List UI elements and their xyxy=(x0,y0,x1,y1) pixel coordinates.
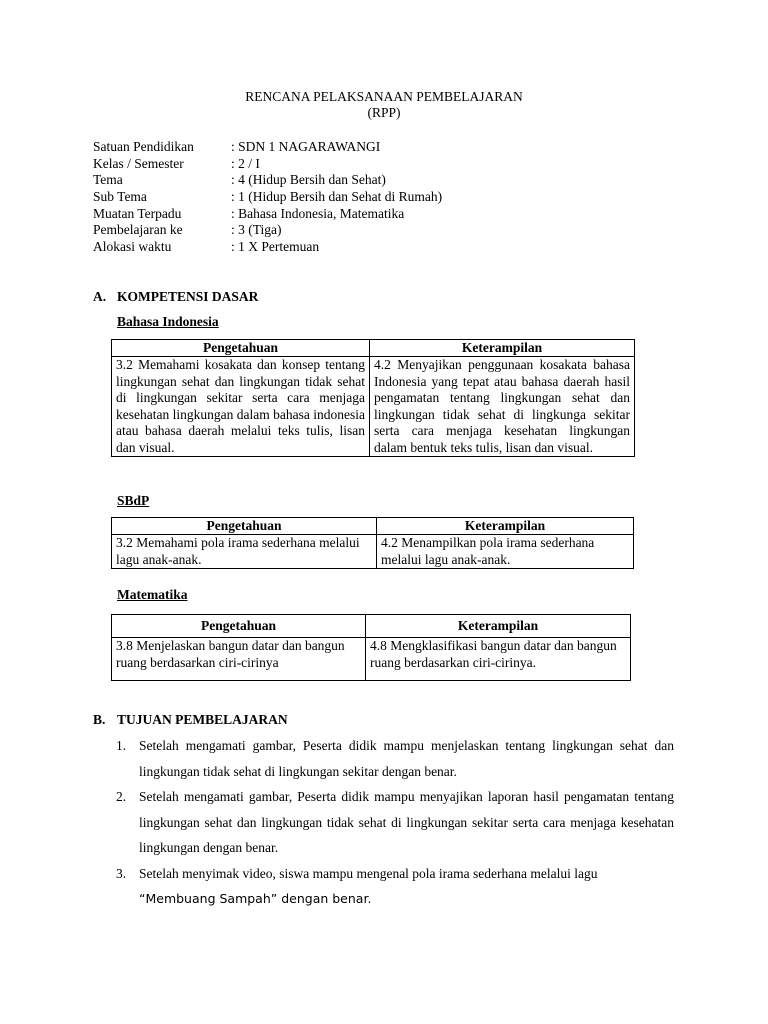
document-title: RENCANA PELAKSANAAN PEMBELAJARAN xyxy=(245,89,523,104)
list-item-text: Setelah menyimak video, siswa mampu mengenal pola irama sederhana melalui lagu xyxy=(139,865,598,881)
kd-cell-pengetahuan: 3.8 Menjelaskan bangun datar dan bangun ruang berdasarkan ciri-cirinya xyxy=(112,638,366,681)
subject-heading-sbdp: SBdP xyxy=(117,493,150,508)
column-header-keterampilan: Keterampilan xyxy=(370,340,635,357)
section-letter: B. xyxy=(93,712,106,727)
list-item xyxy=(116,733,674,784)
list-item-text-tail: “Membuang Sampah” dengan benar. xyxy=(139,891,372,906)
column-header-pengetahuan: Pengetahuan xyxy=(112,340,370,357)
identity-value: : Bahasa Indonesia, Matematika xyxy=(231,206,405,221)
section-a-heading xyxy=(93,289,258,305)
objective-list xyxy=(116,733,674,912)
list-item xyxy=(116,784,674,861)
section-b-heading xyxy=(93,712,288,728)
section-letter: A. xyxy=(93,289,107,304)
list-item-text: Setelah mengamati gambar, Peserta didik mampu menjelaskan tentang lingkungan sehat dan lingkungan tidak sehat di lingkungan sekitar dengan benar. xyxy=(139,738,674,779)
kd-table-bahasa-indonesia xyxy=(111,339,635,457)
kd-cell-keterampilan: 4.2 Menampilkan pola irama sederhana melalui lagu anak-anak. xyxy=(377,535,634,569)
kd-table-matematika xyxy=(111,614,631,681)
section-title: KOMPETENSI DASAR xyxy=(117,289,259,304)
list-item-number: 1. xyxy=(116,738,127,753)
kd-cell-pengetahuan: 3.2 Memahami kosakata dan konsep tentang lingkungan sehat dan lingkungan tidak sehat di lingkungan sekitar serta cara menjaga kesehatan lingkungan dalam bahasa indonesia atau bahasa daerah melalui teks tulis, lisan dan visual. xyxy=(112,357,370,457)
list-item-text: Setelah mengamati gambar, Peserta didik mampu menyajikan laporan hasil pengamatan tentang lingkungan sehat dan lingkungan tidak sehat di lingkungan sekitar serta cara menjaga kesehatan lingkungan dengan benar. xyxy=(139,789,674,855)
kd-cell-keterampilan: 4.8 Mengklasifikasi bangun datar dan bangun ruang berdasarkan ciri-cirinya. xyxy=(366,638,631,681)
identity-value: : SDN 1 NAGARAWANGI xyxy=(231,139,381,154)
column-header-keterampilan: Keterampilan xyxy=(377,518,634,535)
document-subtitle: (RPP) xyxy=(367,105,401,120)
list-item-number: 2. xyxy=(116,789,127,804)
identity-label: Kelas / Semester xyxy=(93,156,184,171)
identity-value: : 3 (Tiga) xyxy=(231,222,282,237)
column-header-pengetahuan: Pengetahuan xyxy=(112,518,377,535)
identity-label: Satuan Pendidikan xyxy=(93,139,194,154)
identity-label: Tema xyxy=(93,172,123,187)
identity-value: : 1 (Hidup Bersih dan Sehat di Rumah) xyxy=(231,189,443,204)
subject-heading-matematika: Matematika xyxy=(117,587,188,602)
section-title: TUJUAN PEMBELAJARAN xyxy=(117,712,288,727)
identity-label: Muatan Terpadu xyxy=(93,206,182,221)
identity-value: : 4 (Hidup Bersih dan Sehat) xyxy=(231,172,386,187)
identity-label: Alokasi waktu xyxy=(93,239,172,254)
identity-value: : 1 X Pertemuan xyxy=(231,239,320,254)
kd-cell-pengetahuan: 3.2 Memahami pola irama sederhana melalui lagu anak-anak. xyxy=(112,535,377,569)
column-header-pengetahuan: Pengetahuan xyxy=(112,615,366,638)
kd-cell-keterampilan: 4.2 Menyajikan penggunaan kosakata bahasa Indonesia yang tepat atau bahasa daerah hasil pengamatan tentang lingkungan sehat dan lingkungan tidak sehat di lingkunga sekitar serta cara menjaga kesehatan lingkungan dalam bentuk teks tulis, lisan dan visual. xyxy=(370,357,635,457)
list-item-number: 3. xyxy=(116,865,127,881)
list-item xyxy=(116,861,674,912)
subject-heading-bahasa-indonesia: Bahasa Indonesia xyxy=(117,314,219,329)
identity-label: Pembelajaran ke xyxy=(93,222,183,237)
kd-table-sbdp xyxy=(111,517,634,569)
column-header-keterampilan: Keterampilan xyxy=(366,615,631,638)
identity-value: : 2 / I xyxy=(231,156,260,171)
identity-label: Sub Tema xyxy=(93,189,147,204)
